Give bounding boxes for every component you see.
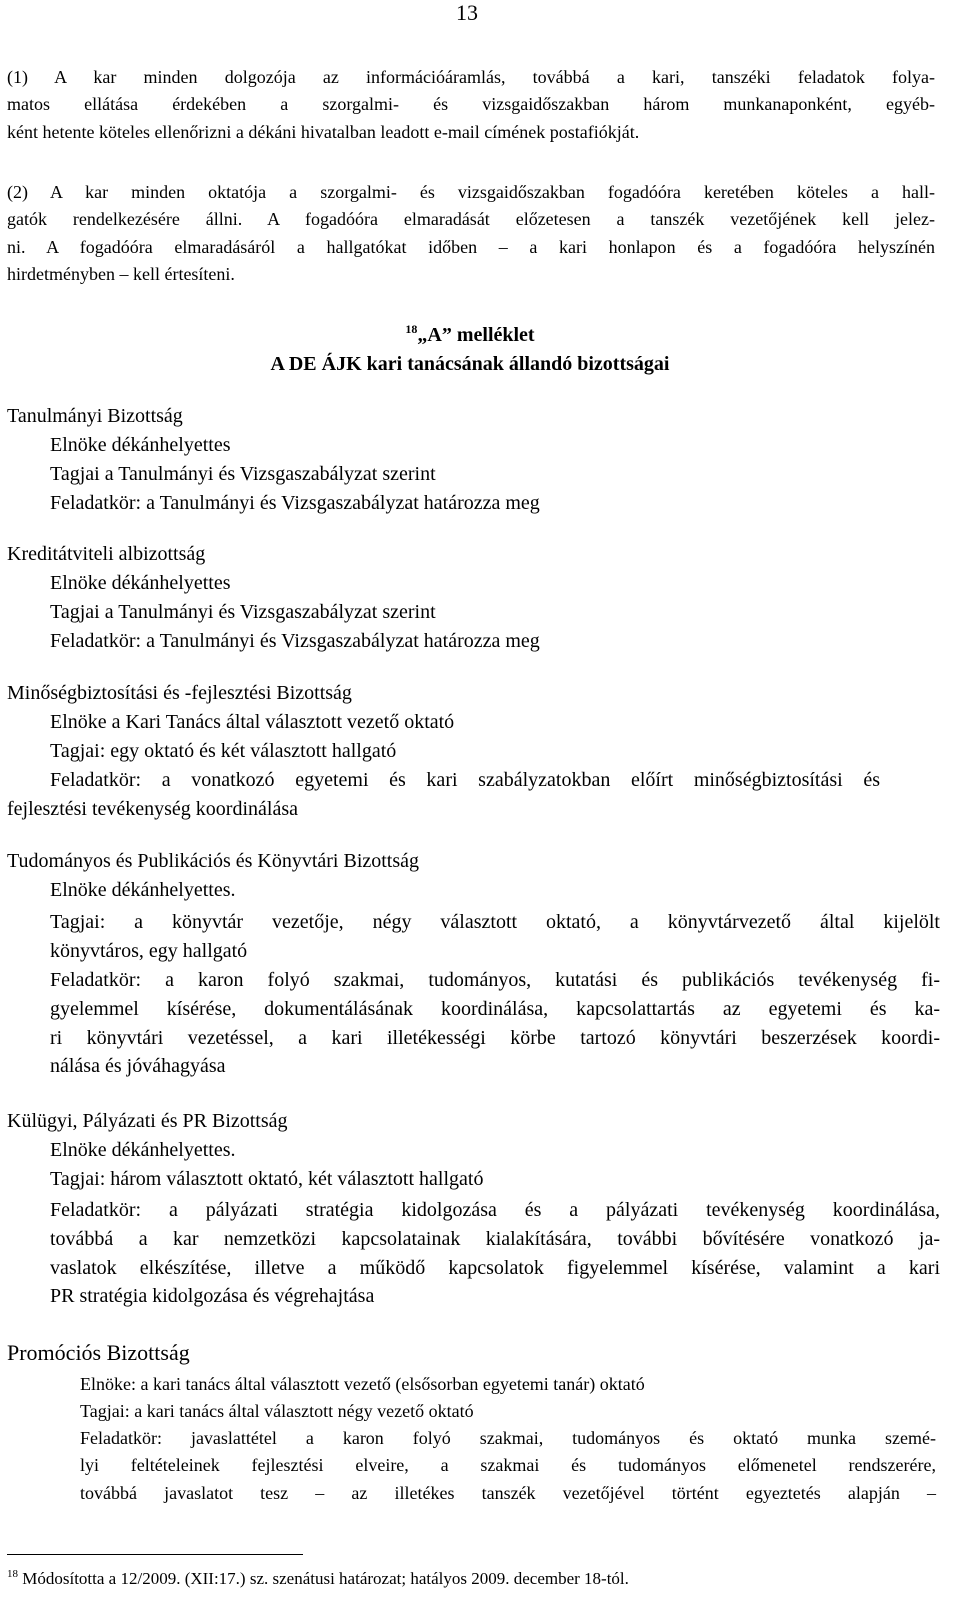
text-line: PR stratégia kidolgozása és végrehajtása [50, 1285, 375, 1308]
committee-name: Minőségbiztosítási és -fejlesztési Bizottság [7, 682, 352, 704]
committee-name: Külügyi, Pályázati és PR Bizottság [7, 1110, 288, 1132]
committee-chair: Elnöke dékánhelyettes [50, 572, 231, 594]
committee-chair: Elnöke a Kari Tanács által választott vezető oktató [50, 711, 455, 733]
committee-members [50, 908, 940, 966]
committee-duties: fejlesztési tevékenység koordinálása [7, 798, 298, 820]
annex-title-text: „A” melléklet [417, 324, 535, 346]
text-line: nálása és jóváhagyása [50, 1055, 226, 1078]
paragraph-line: matos ellátása érdekében a szorgalmi- és vizsgaidőszakban három munkanaponként, egyéb- [7, 94, 935, 115]
committee-name: Kreditátviteli albizottság [7, 543, 206, 565]
paragraph-line: (1) A kar minden dolgozója az információáramlás, továbbá a kari, tanszéki feladatok folya- [7, 67, 935, 87]
committee-name: Promóciós Bizottság [7, 1340, 190, 1365]
committee-duties: Feladatkör: a Tanulmányi és Vizsgaszabályzat határozza meg [50, 630, 540, 652]
paragraph-2 [7, 179, 935, 288]
committee-members: Tagjai a Tanulmányi és Vizsgaszabályzat szerint [50, 463, 436, 485]
committee-chair: Elnöke dékánhelyettes [50, 434, 231, 456]
committee-members: Tagjai: egy oktató és két választott hallgató [50, 740, 397, 762]
paragraph-line: ként hetente köteles ellenőrizni a dékáni hivatalban leadott e-mail címének postafiókját. [7, 121, 640, 142]
committee-members: Tagjai: a kari tanács által választott négy vezető oktató [80, 1401, 474, 1421]
paragraph-line: ni. A fogadóóra elmaradásáról a hallgatókat időben – a kari honlapon és a fogadóóra helyszínén [7, 236, 935, 257]
text-line: könyvtáros, egy hallgató [50, 939, 248, 962]
page-number: 13 [456, 0, 478, 25]
committee-duties [80, 1425, 936, 1507]
text-line: vaslatok elkészítése, illetve a működő kapcsolatok figyelemmel kísérése, valamint a kari [50, 1256, 940, 1279]
text-line: gyelemmel kísérése, dokumentálásának koordinálása, kapcsolattartás az egyetemi és ka- [50, 997, 940, 1020]
text-line: Feladatkör: a pályázati stratégia kidolgozása és a pályázati tevékenység koordinálása, [50, 1199, 940, 1221]
text-line: Feladatkör: a karon folyó szakmai, tudományos, kutatási és publikációs tevékenység fi- [50, 969, 940, 991]
paragraph-line: (2) A kar minden oktatója a szorgalmi- és vizsgaidőszakban fogadóóra keretében köteles a hall- [7, 182, 935, 202]
footnote-text: Módosította a 12/2009. (XII:17.) sz. szenátusi határozat; hatályos 2009. december 18-tól. [22, 1569, 629, 1588]
annex-title [0, 322, 940, 347]
paragraph-line: gatók rendelkezésére állni. A fogadóóra elmaradását előzetesen a tanszék vezetőjének kell jelez- [7, 209, 935, 230]
footnote-number: 18 [7, 1568, 18, 1580]
committee-name: Tudományos és Publikációs és Könyvtári Bizottság [7, 850, 420, 872]
footnote [7, 1568, 629, 1589]
footnote-reference: 18 [405, 322, 418, 336]
committee-members: Tagjai: három választott oktató, két választott hallgató [50, 1168, 484, 1190]
text-line: továbbá a kar nemzetközi kapcsolatainak kialakítására, további bővítésére vonatkozó ja- [50, 1227, 940, 1250]
text-line: továbbá javaslatot tesz – az illetékes tanszék vezetőjével történt egyeztetés alapján – [80, 1482, 936, 1503]
text-line: ri könyvtári vezetéssel, a kari illetékességi körbe tartozó könyvtári beszerzések koordi- [50, 1026, 940, 1049]
paragraph-1 [7, 64, 935, 146]
committee-members: Tagjai a Tanulmányi és Vizsgaszabályzat szerint [50, 601, 436, 623]
text-line: Feladatkör: javaslattétel a karon folyó szakmai, tudományos és oktató munka szemé- [80, 1428, 936, 1448]
footnote-separator [7, 1554, 303, 1555]
committee-duties [50, 966, 940, 1081]
committee-chair: Elnöke dékánhelyettes. [50, 879, 236, 901]
annex-subtitle: A DE ÁJK kari tanácsának állandó bizottságai [270, 353, 670, 375]
committee-duties [50, 1196, 940, 1311]
committee-duties: Feladatkör: a vonatkozó egyetemi és kari szabályzatokban előírt minőségbiztosítási és [50, 769, 880, 791]
text-line: Tagjai: a könyvtár vezetője, négy választott oktató, a könyvtárvezető által kijelölt [50, 911, 940, 933]
committee-name: Tanulmányi Bizottság [7, 405, 183, 427]
text-line: lyi feltételeinek fejlesztési elveire, a szakmai és tudományos előmenetel rendszerére, [80, 1455, 936, 1476]
committee-chair: Elnöke dékánhelyettes. [50, 1139, 236, 1161]
paragraph-line: hirdetményben – kell értesíteni. [7, 263, 235, 284]
committee-chair: Elnöke: a kari tanács által választott vezető (elsősorban egyetemi tanár) oktató [80, 1374, 645, 1394]
committee-duties: Feladatkör: a Tanulmányi és Vizsgaszabályzat határozza meg [50, 492, 540, 514]
